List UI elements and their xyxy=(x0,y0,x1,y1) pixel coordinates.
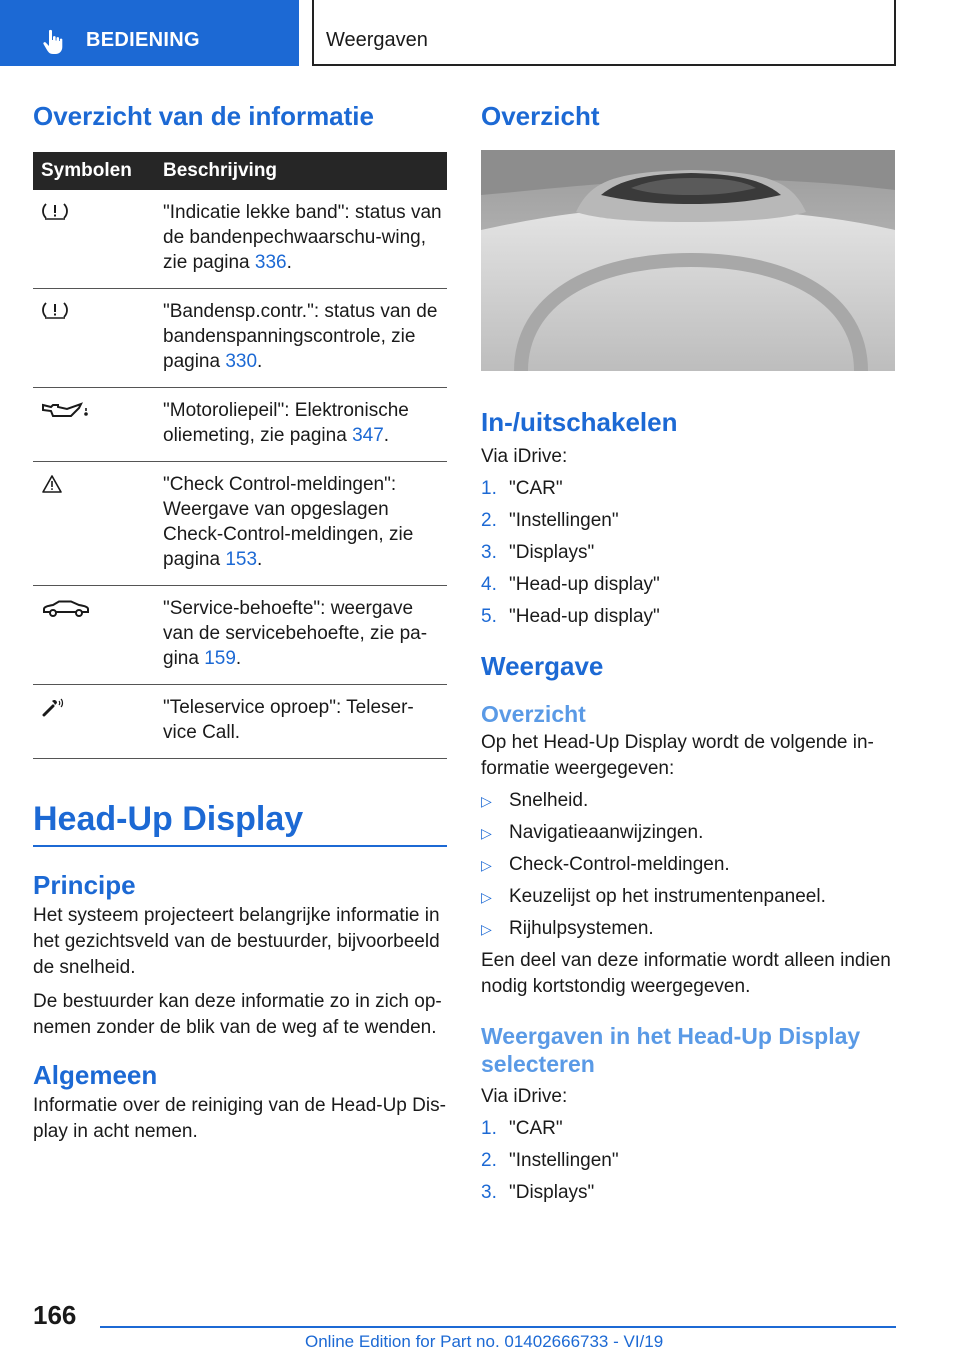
list-item: 2. "Instellingen" xyxy=(481,510,619,531)
list-item: ▷ Rijhulpsystemen. xyxy=(481,918,654,939)
table-row: "Service-behoefte": weergave van de servicebehoefte, zie pa-gina 159. xyxy=(33,586,447,685)
page-header xyxy=(0,0,960,66)
inuit-title: In-/uitschakelen xyxy=(481,407,678,437)
row-text: "Bandensp.contr.": status van de bandenspanningscontrole, zie pagina xyxy=(163,301,438,372)
section-tab[interactable] xyxy=(312,0,896,66)
weergave-title: Weergave xyxy=(481,651,604,681)
left-column xyxy=(33,100,447,1145)
page-link[interactable]: 153 xyxy=(225,549,258,570)
steps-list-2 xyxy=(481,1116,895,1206)
tire-warning-icon xyxy=(41,202,69,220)
list-item: ▷ Keuzelijst op het instrumentenpaneel. xyxy=(481,886,826,907)
hand-pointer-icon xyxy=(40,28,68,56)
principe-title: Principe xyxy=(33,870,136,900)
list-item: 3. "Displays" xyxy=(481,1182,595,1203)
algemeen-paragraph: Informatie over de reiniging van de Head-Up Dis-play in acht nemen. xyxy=(33,1095,446,1142)
list-item: 1. "CAR" xyxy=(481,478,563,499)
table-row: "Check Control-meldingen": Weergave van opgeslagen Check-Control-meldingen, zie pagina 153. xyxy=(33,462,447,586)
steps-list-1 xyxy=(481,476,895,630)
list-item: 3. "Displays" xyxy=(481,542,595,563)
weergave-paragraph: Op het Head-Up Display wordt de volgende in-formatie weergegeven: xyxy=(481,732,874,779)
hud-title: Head-Up Display xyxy=(33,799,447,847)
list-item: 4. "Head-up display" xyxy=(481,574,660,595)
header-beschrijving: Beschrijving xyxy=(163,160,278,181)
warning-triangle-icon xyxy=(41,474,63,494)
table-row: "Indicatie lekke band": status van de bandenpechwaarschu-wing, zie pagina 336. xyxy=(33,190,447,289)
page-link[interactable]: 330 xyxy=(225,351,258,372)
row-text: "Teleservice oproep": Teleser-vice Call. xyxy=(163,697,414,743)
table-header xyxy=(33,152,447,190)
page-link[interactable]: 159 xyxy=(204,648,236,669)
select-title: Weergaven in het Head-Up Display selecteren xyxy=(481,1023,861,1077)
via-idrive-2: Via iDrive: xyxy=(481,1086,568,1107)
row-text: "Service-behoefte": weergave van de servicebehoefte, zie pa-gina xyxy=(163,598,428,669)
hud-photo xyxy=(481,150,895,371)
tire-pressure-icon xyxy=(41,301,69,319)
right-column xyxy=(481,100,895,1206)
row-text: "Motoroliepeil": Elektronische oliemeting, zie pagina xyxy=(163,400,409,446)
car-service-icon xyxy=(41,600,91,618)
list-item: ▷ Check-Control-meldingen. xyxy=(481,854,730,875)
list-item: 5. "Head-up display" xyxy=(481,606,660,627)
algemeen-title: Algemeen xyxy=(33,1060,158,1090)
header-symbolen: Symbolen xyxy=(41,160,132,181)
chapter-label: BEDIENING xyxy=(86,29,200,51)
footer-divider xyxy=(100,1326,896,1328)
oil-can-icon xyxy=(41,402,91,420)
via-idrive-1: Via iDrive: xyxy=(481,446,568,467)
section-label: Weergaven xyxy=(326,29,428,51)
info-bullets xyxy=(481,788,895,942)
row-text: "Check Control-meldingen": Weergave van opgeslagen Check-Control-meldingen, zie pagina xyxy=(163,474,414,570)
symbols-table xyxy=(33,152,447,759)
page-link[interactable]: 336 xyxy=(254,252,287,273)
edition-footer: Online Edition for Part no. 01402666733 - VI/19 xyxy=(305,1332,664,1351)
list-item: 1. "CAR" xyxy=(481,1118,563,1139)
table-row: "Bandensp.contr.": status van de bandenspanningscontrole, zie pagina 330. xyxy=(33,289,447,388)
page-link[interactable]: 347 xyxy=(352,425,384,446)
list-item: ▷ Snelheid. xyxy=(481,790,589,811)
table-row: "Motoroliepeil": Elektronische oliemeting, zie pagina 347. xyxy=(33,388,447,462)
list-item: 2. "Instellingen" xyxy=(481,1150,619,1171)
row-text: "Indicatie lekke band": status van de bandenpechwaarschu-wing, zie pagina xyxy=(163,202,442,273)
page-number: 166 xyxy=(33,1300,77,1330)
principe-paragraph-2: De bestuurder kan deze informatie zo in zich op-nemen zonder de blik van de weg af te wenden. xyxy=(33,991,442,1038)
table-row xyxy=(33,685,447,759)
overzicht-subtitle: Overzicht xyxy=(481,701,586,727)
weergave-paragraph-2: Een deel van deze informatie wordt alleen indien nodig kortstondig weergegeven. xyxy=(481,950,891,997)
list-item: ▷ Navigatieaanwijzingen. xyxy=(481,822,704,843)
overzicht-title: Overzicht xyxy=(481,101,600,131)
table-title: Overzicht van de informatie xyxy=(33,101,374,131)
principe-paragraph-1: Het systeem projecteert belangrijke informatie in het gezichtsveld van de bestuurder, bijvoorbeeld de snelheid. xyxy=(33,905,440,978)
chapter-tab[interactable] xyxy=(0,0,299,66)
wrench-signal-icon xyxy=(41,697,69,717)
